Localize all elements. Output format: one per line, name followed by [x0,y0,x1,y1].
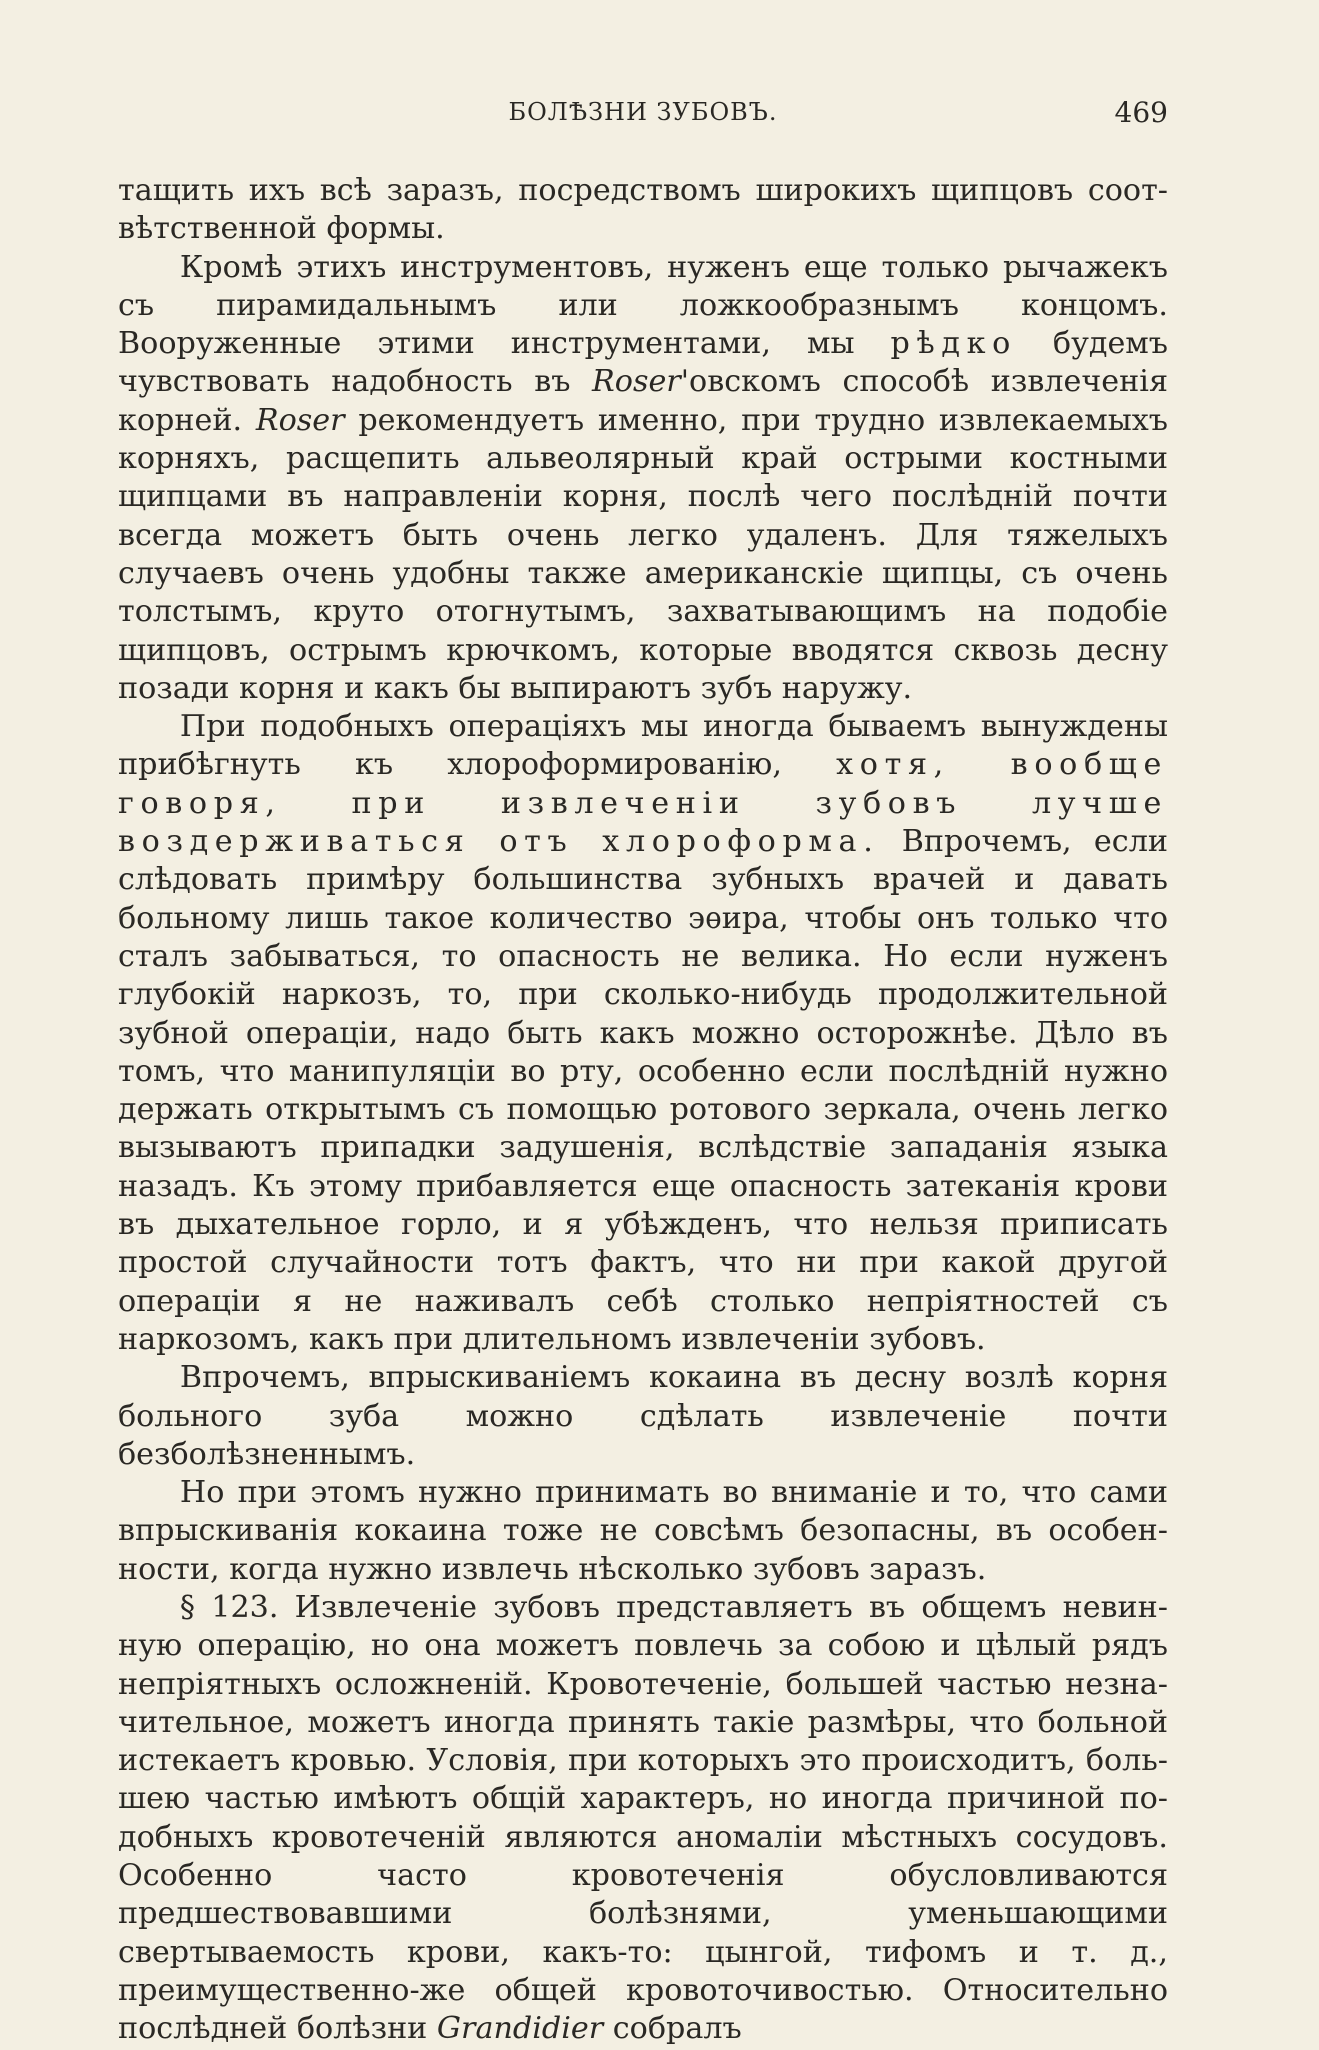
spaced-text-run: хотя, вообще говоря, при извлеченіи зубовъ лучше воздерживаться отъ хлороформа. [118,747,1168,860]
author-name: Roser [255,402,345,438]
text-run: При подобныхъ операціяхъ мы иногда бываемъ вынуждены прибѣгнуть къ хлороформированію, [118,709,1168,783]
paragraph [118,1589,1168,2049]
body-text [118,172,1168,2049]
page-header [118,98,1168,138]
text-run: Впрочемъ, если слѣдовать примѣру большинства зубныхъ врачей и давать больному лишь такое количество эѳира, чтобы онъ только что сталъ забываться, то опасность не велика. Но если нуженъ глубокій наркозъ, то, при сколько-нибудь продолжительной зубной операціи, надо быть какъ можно осторожнѣе. Дѣло въ томъ, что манипуляціи во рту, особенно если послѣдній нужно держать открытымъ съ помощью ротового зеркала, очень легко вызываютъ припадки задушенія, вслѣдствіе западанія языка назадъ. Къ этому прибавляется еще опасность затеканія крови въ дыхательное горло, и я убѣжденъ, что нельзя приписать простой случайности тотъ фактъ, что ни при какой другой операціи я не наживалъ себѣ столько непріятностей съ наркозомъ, какъ при длительномъ извлеченіи зубовъ. [118,824,1168,1357]
paragraph [118,1359,1168,1474]
text-run: Кромѣ этихъ инструментовъ, нуженъ еще только рычажекъ съ пирамидальнымъ или ложкообразнымъ концомъ. Вооруженные этими инструментами, мы [118,249,1168,362]
text-run: рекомендуетъ именно, при трудно извлекаемыхъ корняхъ, расщепить альвеолярный край острыми костными щипцами въ направленіи корня, послѣ чего послѣдній почти всегда можетъ быть очень легко удаленъ. Для тяжелыхъ случаевъ очень удобны также американскіе щипцы, съ очень толстымъ, круто отогнутымъ, захватывающимъ на подобіе щипцовъ, острымъ крючкомъ, которые вводятся сквозь десну позади корня и какъ бы выпираютъ зубъ наружу. [118,402,1168,706]
page-number: 469 [1114,96,1168,129]
text-run: Но при этомъ нужно принимать во вниманіе и то, что сами впрыскиванія кокаина тоже не совсѣмъ безопасны, въ особенности, когда нужно извлечь нѣсколько зубовъ заразъ. [118,1475,1168,1587]
paragraph [118,1474,1168,1589]
paragraph [118,249,1168,709]
author-name: Grandidier [436,2011,604,2047]
paragraph [118,708,1168,1359]
text-run: Впрочемъ, впрыскиваніемъ кокаина въ десну возлѣ корня больного зуба можно сдѣлать извлеченіе почти безболѣзненнымъ. [118,1360,1168,1472]
running-head: БОЛѢЗНИ ЗУБОВЪ. [508,98,778,126]
text-run: 'овскомъ способѣ извлеченія корней. [118,364,1168,438]
text-run: тащить ихъ всѣ заразъ, посредствомъ широкихъ щипцовъ соотвѣтственной формы. [118,173,1168,247]
text-run: собралъ [603,2011,742,2047]
paragraph [118,172,1168,249]
text-run: будемъ чувствовать надобность въ [118,326,1168,400]
author-name: Roser [592,364,681,400]
text-run: § 123. Извлеченіе зубовъ представляетъ въ общемъ невинную операцію, но она можетъ повлечь за собою и цѣлый рядъ непріятныхъ осложненій. Кровотеченіе, большей частью незначительное, можетъ иногда принять такіе размѣры, что больной истекаетъ кровью. Условія, при которыхъ это происходитъ, большею частью имѣютъ общій характеръ, но иногда причиной подобныхъ кровотеченій являются аномаліи мѣстныхъ сосудовъ. Особенно часто кровотеченія обусловливаются предшествовавшими болѣзнями, уменьшающими свертываемость крови, какъ-то: цынгой, тифомъ и т. д., преимущественно-же общей кровоточивостью. Относительно послѣдней болѣзни [118,1589,1168,2047]
spaced-text-run: рѣдко [890,326,1017,362]
